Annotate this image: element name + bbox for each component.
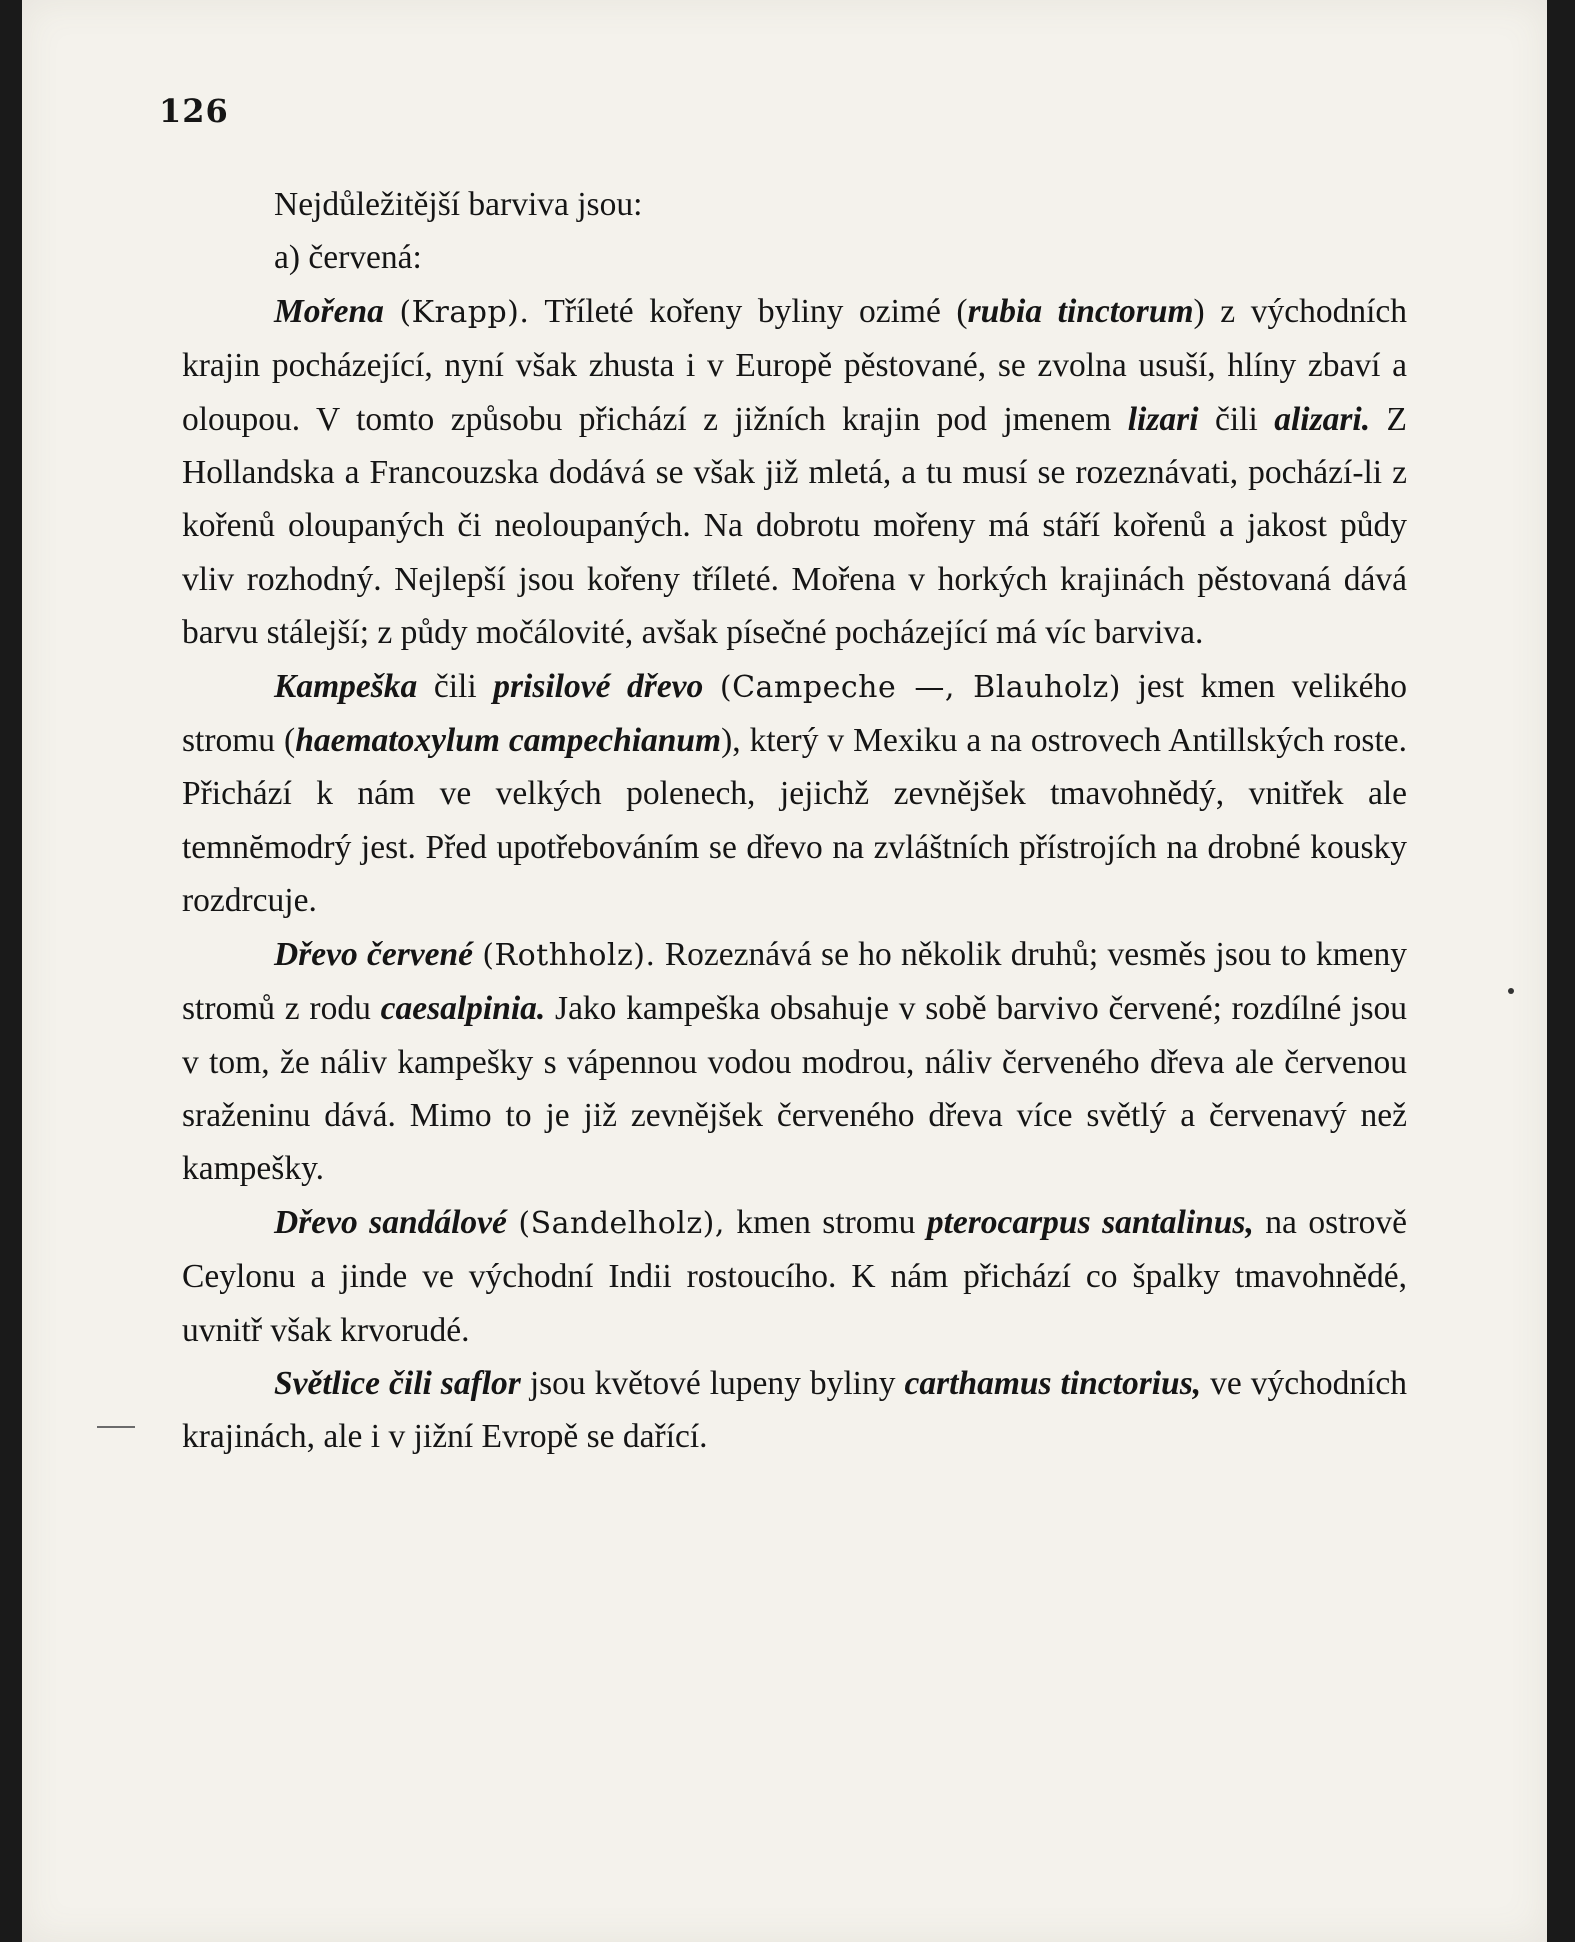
drevo-cervene-text-2: Jako kampeška obsahuje v sobě barvivo červené; rozdílné jsou v tom, že náliv kampešky s vápennou vodou modrou, náliv červeného dřeva ale červenou sraženinu dává. Mimo to je již zevnějšek červeného dřeva více světlý a červenavý než kampešky. — [182, 990, 1407, 1188]
kampeska-text-2: jest kmen velikého stromu ( — [182, 667, 1407, 760]
term-drevo-sandalove: Dřevo sandálové — [274, 1203, 507, 1241]
term-kampeska: Kampeška — [274, 667, 418, 705]
section-a-heading — [182, 231, 1407, 284]
svetlice-text-2: ve východních krajinách, ale i v jižní Evropě se dařící. — [182, 1364, 1408, 1456]
german-morena: (Krapp). — [399, 294, 530, 330]
name-alizari: alizari. — [1274, 400, 1371, 438]
morena-text-1: Tříleté kořeny byliny ozimé ( — [529, 292, 968, 330]
drevo-cervene-text-1: Rozeznává se ho několik druhů; vesměs jsou to kmeny stromů z rodu — [182, 935, 1408, 1028]
section-a-text: a) červená: — [274, 239, 422, 277]
paragraph-drevo-cervene — [182, 928, 1407, 1196]
term-morena: Mořena — [274, 292, 384, 330]
paragraph-svetlice — [182, 1357, 1407, 1464]
name-lizari: lizari — [1127, 400, 1199, 438]
alt-name-kampeska: prisilové dřevo — [493, 667, 704, 705]
latin-morena: rubia tinctorum — [967, 292, 1194, 330]
intro-line — [182, 178, 1407, 231]
latin-kampeska: haematoxylum campechianum — [295, 722, 722, 760]
margin-dot-mark — [1508, 988, 1514, 994]
german-kampeska: (Campeche —, Blauholz) — [719, 669, 1122, 705]
intro-text: Nejdůležitější barviva jsou: — [274, 186, 643, 223]
page-text — [182, 178, 1407, 1464]
kampeska-text-1: čili — [417, 667, 494, 705]
kampeska-text-3: ), který v Mexiku a na ostrovech Antillských roste. Přichází k nám ve velkých polenech, jejichž zevnějšek tmavohnědý, vnitřek ale temnĕmodrý jest. Před upotřebováním se dřevo na zvláštních přístrojích na drobné kousky rozdrcuje. — [182, 722, 1407, 920]
latin-svetlice: carthamus tinctorius, — [904, 1364, 1202, 1402]
paragraph-kampeska — [182, 660, 1407, 928]
latin-drevo-cervene: caesalpinia. — [380, 990, 546, 1028]
term-drevo-cervene: Dřevo červené — [274, 935, 474, 973]
page-number: 126 — [159, 92, 229, 130]
margin-dash-mark — [97, 1426, 135, 1428]
morena-text-3: čili — [1198, 400, 1275, 438]
paragraph-morena — [182, 285, 1407, 660]
german-drevo-cervene: (Rothholz). — [482, 937, 656, 973]
drevo-sandalove-text-1: kmen stromu — [724, 1203, 927, 1241]
book-page — [22, 0, 1547, 1942]
german-drevo-sandalove: (Sandelholz), — [518, 1205, 725, 1241]
paragraph-drevo-sandalove — [182, 1196, 1407, 1357]
term-svetlice: Světlice čili saflor — [274, 1364, 521, 1402]
morena-text-2: ) z východních krajin pocházející, nyní však zhusta i v Europě pěstované, se zvolna usuší, hlíny zbaví a oloupou. V tomto způsobu přichází z jižních krajin pod jmenem — [182, 292, 1408, 438]
svetlice-text-1: jsou květové lupeny byliny — [520, 1364, 905, 1402]
latin-drevo-sandalove: pterocarpus santalinus, — [926, 1203, 1254, 1241]
drevo-sandalove-text-2: na ostrově Ceylonu a jinde ve východní Indii rostoucího. K nám přichází co špalky tmavohnědé, uvnitř však krvorudé. — [182, 1203, 1408, 1349]
morena-text-4: Z Hollandska a Francouzska dodává se však již mletá, a tu musí se rozeznávati, pochází-li z kořenů oloupaných či neoloupaných. Na dobrotu mořeny má stáří kořenů a jakost půdy vliv rozhodný. Nejlepší jsou kořeny tříleté. Mořena v horkých krajinách pěstovaná dává barvu stálejší; z půdy močálovité, avšak písečné pocházející má víc barviva. — [182, 400, 1407, 652]
